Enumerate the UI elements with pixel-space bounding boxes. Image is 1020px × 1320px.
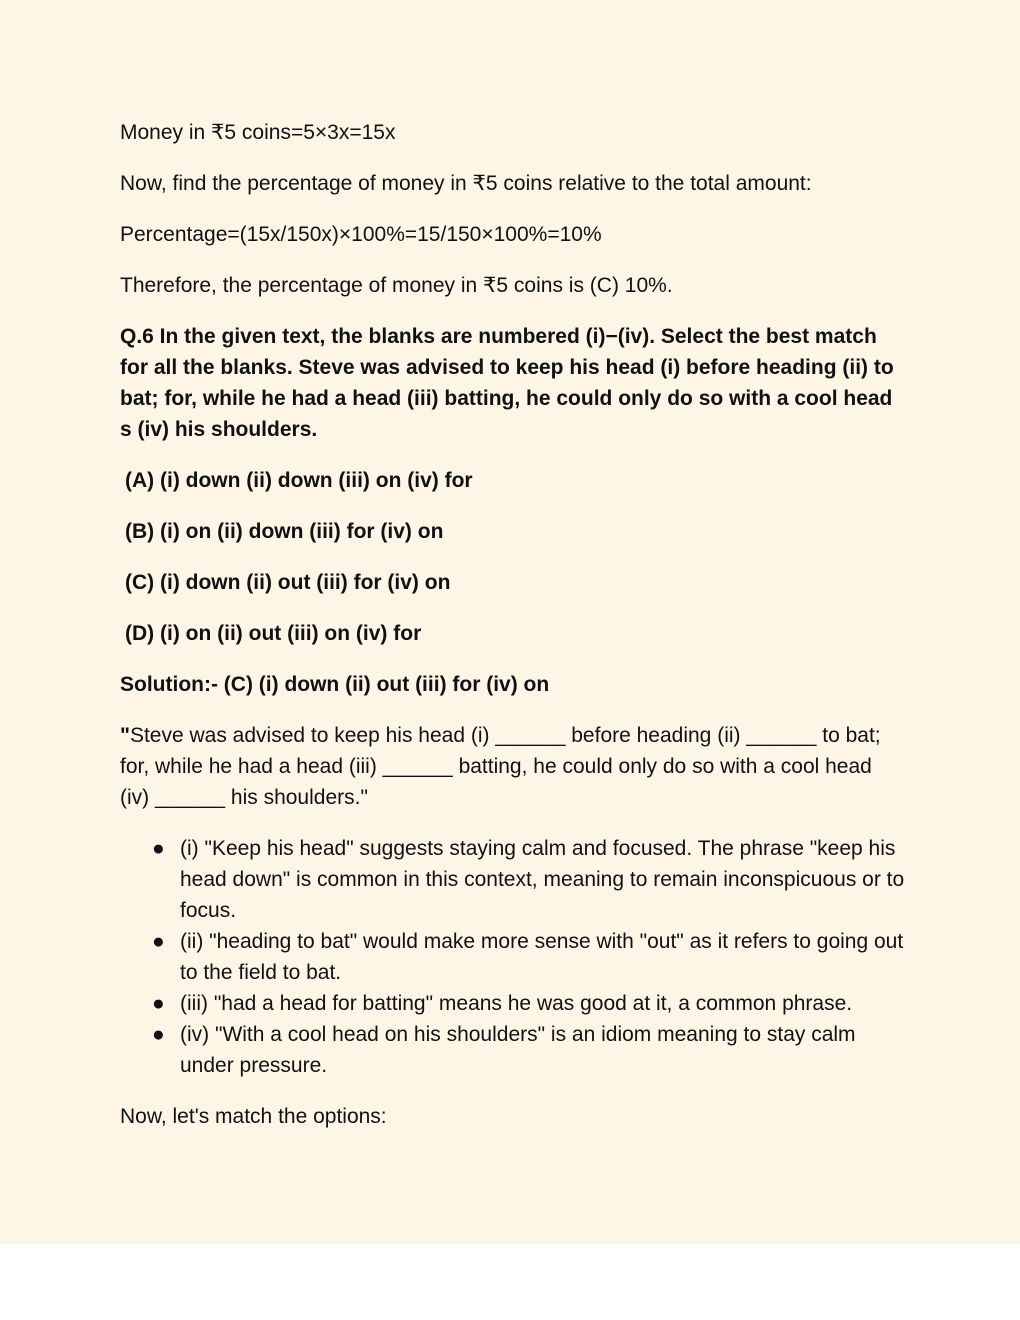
question-text: Q.6 In the given text, the blanks are numbered (i)−(iv). Select the best match for all the blanks. Steve was advised to keep his head (i) before heading (ii) to bat; for, while he had a head (iii) batting, he could only do so with a cool head s (iv) his shoulders. (120, 325, 894, 441)
list-item (120, 1019, 905, 1081)
list-item-text: (iv) "With a cool head on his shoulders" is an idiom meaning to stay calm under pressure. (180, 1023, 856, 1077)
solution-quote (120, 720, 905, 813)
bullet-icon: ● (152, 837, 165, 860)
option-d: (D) (i) on (ii) out (iii) on (iv) for (125, 622, 422, 645)
list-item-text: (i) "Keep his head" suggests staying calm and focused. The phrase "keep his head down" is common in this context, meaning to remain inconspicuous or to focus. (180, 837, 905, 922)
bullet-icon: ● (152, 1023, 165, 1046)
paragraph-answer: Therefore, the percentage of money in ₹5 coins is (C) 10%. (120, 274, 673, 297)
bullet-icon: ● (152, 992, 165, 1015)
quote-text: Steve was advised to keep his head (i) ______ before heading (ii) ______ to bat; for, while he had a head (iii) ______ batting, he could only do so with a cool head (iv) ______ his shoulders." (120, 724, 881, 809)
quote-mark: " (120, 724, 130, 747)
explanation-list (120, 833, 905, 1081)
list-item (120, 926, 905, 988)
paragraph-coins-money: Money in ₹5 coins=5×3x=15x (120, 121, 396, 144)
paragraph-find-percentage: Now, find the percentage of money in ₹5 coins relative to the total amount: (120, 172, 812, 195)
list-item-text: (ii) "heading to bat" would make more sense with "out" as it refers to going out to the field to bat. (180, 930, 904, 984)
list-item-text: (iii) "had a head for batting" means he was good at it, a common phrase. (180, 992, 853, 1015)
list-item (120, 833, 905, 926)
solution-heading: Solution:- (C) (i) down (ii) out (iii) for (iv) on (120, 673, 550, 696)
bullet-icon: ● (152, 930, 165, 953)
option-c: (C) (i) down (ii) out (iii) for (iv) on (125, 571, 451, 594)
option-a: (A) (i) down (ii) down (iii) on (iv) for (125, 469, 473, 492)
paragraph-percentage-formula: Percentage=(15x/150x)×100%=15/150×100%=10% (120, 223, 602, 246)
option-b: (B) (i) on (ii) down (iii) for (iv) on (125, 520, 444, 543)
closing-line: Now, let's match the options: (120, 1105, 387, 1128)
list-item (120, 988, 905, 1019)
document-content (120, 117, 905, 1152)
